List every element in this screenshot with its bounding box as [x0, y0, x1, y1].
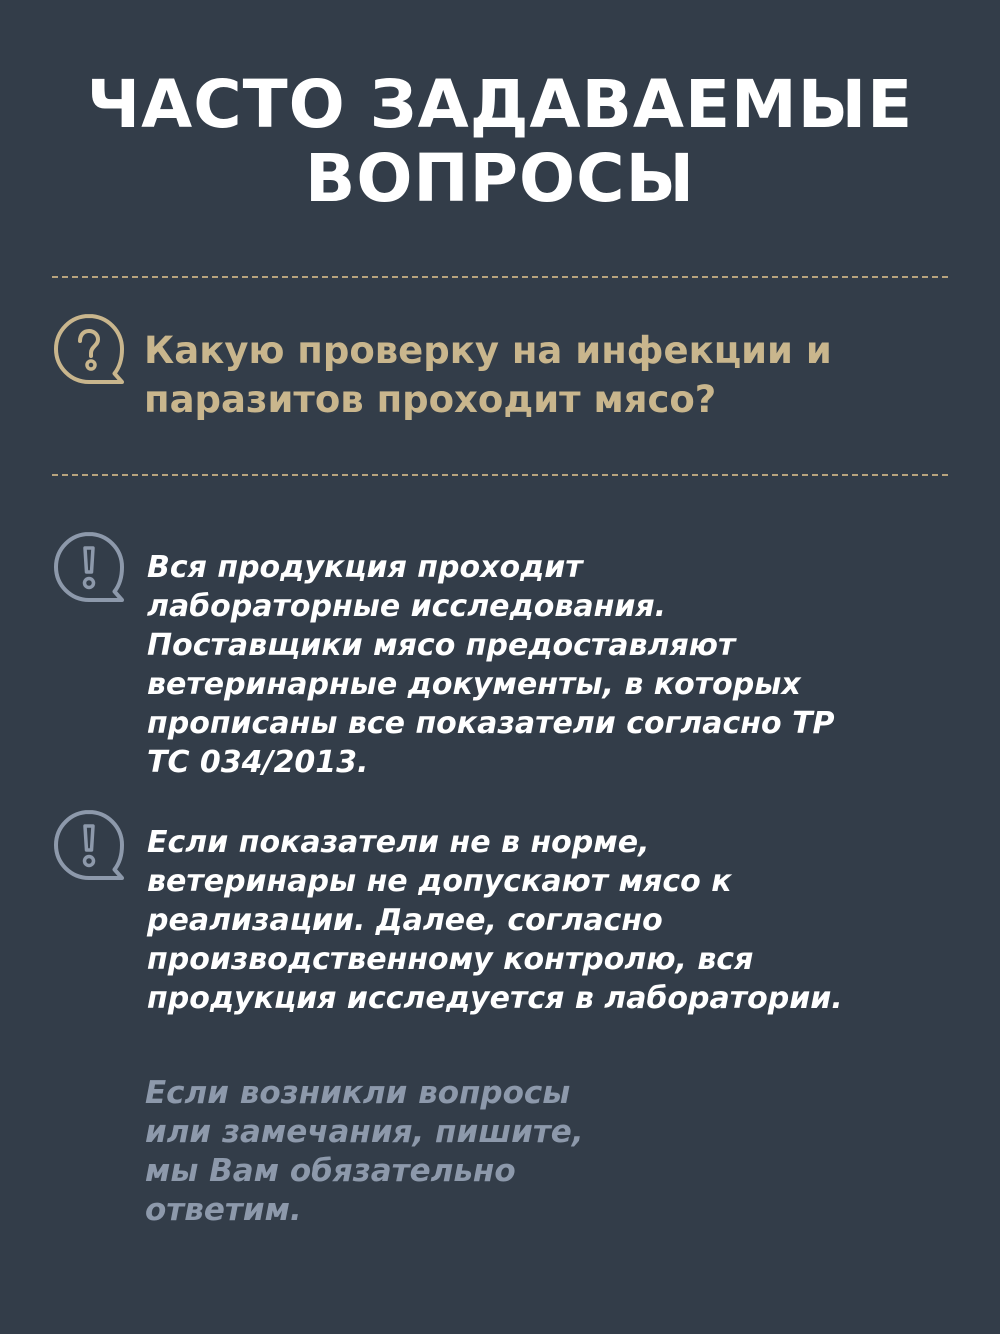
- contact-note: [145, 1074, 745, 1230]
- note-line: Если возникли вопросы: [145, 1075, 571, 1111]
- question-line: Какую проверку на инфекции и: [144, 329, 832, 372]
- note-line: или замечания, пишите,: [145, 1114, 584, 1150]
- note-line: мы Вам обязательно: [145, 1153, 516, 1189]
- answer-line: Если показатели не в норме,: [147, 825, 650, 860]
- note-line: ответим.: [145, 1192, 302, 1228]
- faq-question: [144, 326, 964, 424]
- question-bubble-icon: [52, 312, 126, 386]
- answer-line: ветеринары не допускают мясо к: [147, 864, 732, 899]
- exclamation-bubble-icon: [52, 808, 126, 882]
- page-title: [0, 68, 1000, 216]
- title-line: ВОПРОСЫ: [305, 140, 695, 217]
- dashed-divider: [52, 474, 948, 476]
- title-line: ЧАСТО ЗАДАВАЕМЫЕ: [86, 66, 914, 143]
- answer-line: лабораторные исследования.: [147, 589, 666, 624]
- answer-line: ветеринарные документы, в которых: [147, 667, 801, 702]
- answer-line: реализации. Далее, согласно: [147, 903, 663, 938]
- answer-line: Поставщики мясо предоставляют: [147, 628, 736, 663]
- answer-line: продукция исследуется в лаборатории.: [147, 981, 843, 1016]
- faq-answer: [147, 548, 967, 782]
- faq-answer: [147, 823, 967, 1018]
- answer-line: Вся продукция проходит: [147, 550, 583, 585]
- dashed-divider: [52, 276, 948, 278]
- question-line: паразитов проходит мясо?: [144, 378, 717, 421]
- exclamation-bubble-icon: [52, 530, 126, 604]
- answer-line: ТС 034/2013.: [147, 745, 369, 780]
- answer-line: прописаны все показатели согласно ТР: [147, 706, 835, 741]
- answer-line: производственному контролю, вся: [147, 942, 754, 977]
